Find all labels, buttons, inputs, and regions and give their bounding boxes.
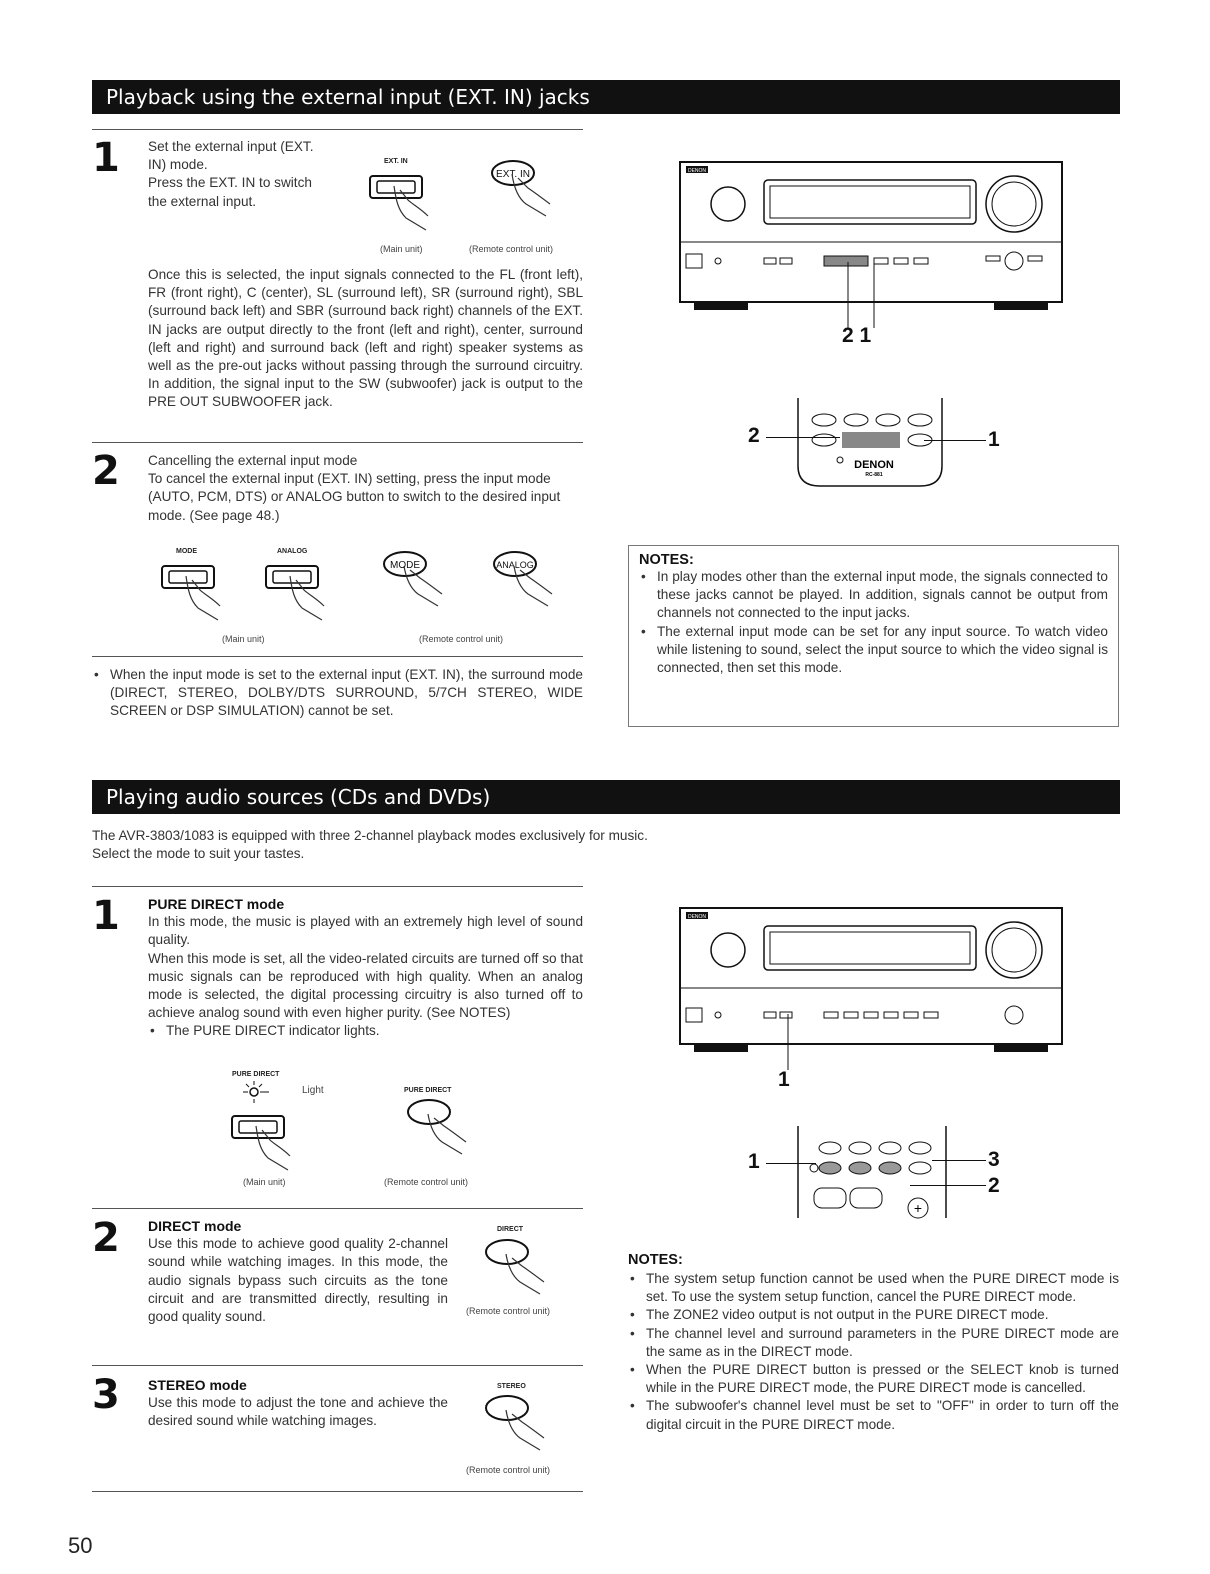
- callout-label: 3: [988, 1148, 1000, 1171]
- notes-section: [628, 1252, 1119, 1434]
- caption-remote-unit: (Remote control unit): [469, 244, 554, 254]
- divider: [92, 1365, 583, 1366]
- remote-analog-text: ANALOG: [496, 560, 534, 570]
- pure-direct-bullets: [148, 1022, 583, 1040]
- note-item: • The ZONE2 video output is not output in the PURE DIRECT mode.: [628, 1306, 1119, 1324]
- mode-label: MODE: [176, 548, 197, 555]
- remote-mode-text: MODE: [390, 560, 420, 571]
- leader-line: [924, 440, 986, 441]
- note-item: • The channel level and surround parameters in the PURE DIRECT mode are the same as in the DIRECT mode.: [628, 1325, 1119, 1361]
- caption-main-unit: (Main unit): [243, 1177, 286, 1187]
- stereo-label: STEREO: [497, 1383, 526, 1390]
- divider: [92, 1491, 583, 1492]
- pure-direct-main-button-illustration: [228, 1110, 308, 1174]
- mode-remote-button-illustration: [380, 548, 460, 612]
- direct-block: [148, 1217, 448, 1326]
- stereo-heading: STEREO mode: [148, 1377, 247, 1393]
- remote-ext-in-text: EXT. IN: [496, 169, 530, 180]
- page-number: 50: [68, 1533, 93, 1558]
- callout-label: 1: [778, 1068, 790, 1091]
- remote-model: RC-881: [865, 472, 883, 478]
- pure-direct-line: In this mode, the music is played with an extremely high level of sound quality.: [148, 914, 583, 948]
- notes-title: NOTES:: [639, 552, 694, 568]
- remote-brand: DENON: [854, 459, 894, 471]
- step-number: 2: [92, 1215, 120, 1261]
- mode-main-button-illustration: [158, 560, 238, 624]
- note-item: • The external input mode can be set for any input source. To watch video while listening to sound, select the input source to which the video signal is connected, then set this mode.: [639, 623, 1108, 678]
- leader-line: [766, 1163, 816, 1164]
- note-item: • When the PURE DIRECT button is pressed or the SELECT knob is turned while in the PURE DIRECT mode, the PURE DIRECT mode is cancelled.: [628, 1361, 1119, 1397]
- leader-line: [932, 1160, 986, 1161]
- note-item: • The system setup function cannot be used when the PURE DIRECT mode is set. To use the system setup function, cancel the PURE DIRECT mode.: [628, 1270, 1119, 1306]
- svg-text:+: +: [913, 1200, 923, 1216]
- callout-label: 2: [988, 1174, 1000, 1197]
- step2-heading: Cancelling the external input mode: [148, 453, 358, 468]
- pure-direct-remote-button-illustration: [404, 1096, 484, 1160]
- section2-title: Playing audio sources (CDs and DVDs): [92, 780, 1120, 814]
- pure-direct-heading: PURE DIRECT mode: [148, 896, 285, 912]
- callout-label: 1: [988, 428, 1000, 451]
- ext-in-label: EXT. IN: [384, 158, 408, 165]
- step1-body: Once this is selected, the input signals connected to the FL (front left), FR (front right), C (center), SL (surround left), SR (surround right), SBL (surround back left) and SBR (surround back right) channels of the EXT. IN jacks are output directly to the front (left and right), center, surround (left and right) and surround back (left and right) speaker systems as well as the pre-out jacks without passing through the surround circuitry. In addition, the signal input to the SW (subwoofer) jack is output to the PRE OUT SUBWOOFER jack.: [148, 267, 583, 410]
- caption-remote-unit: (Remote control unit): [384, 1177, 469, 1187]
- caption-remote-unit: (Remote control unit): [419, 634, 504, 644]
- step-number: 2: [92, 448, 120, 494]
- leader-line: [910, 1185, 986, 1186]
- direct-body: Use this mode to achieve good quality 2-channel sound while watching images. In this mode, the audio signals bypass such circuits as the tone circuit and are transmitted directly, resulting in good quality sound.: [148, 1236, 448, 1325]
- callout-label: 1: [748, 1150, 760, 1173]
- pure-direct-main-label: PURE DIRECT: [232, 1071, 280, 1078]
- step1-line: Set the external input (EXT.: [148, 139, 314, 154]
- analog-main-button-illustration: [262, 560, 342, 624]
- light-icon: [240, 1080, 270, 1104]
- step1-line: IN) mode.: [148, 157, 208, 173]
- step1-line: Press the EXT. IN to switch: [148, 175, 312, 191]
- notes-list: [639, 568, 1108, 677]
- intro-line: Select the mode to suit your tastes.: [92, 846, 305, 862]
- intro-line: The AVR-3803/1083 is equipped with three 2-channel playback modes exclusively for music.: [92, 828, 648, 843]
- bullet-item: • When the input mode is set to the external input (EXT. IN), the surround mode (DIRECT, STEREO, DOLBY/DTS SURROUND, 5/7CH STEREO, WIDE SCREEN or DSP SIMULATION) cannot be set.: [92, 666, 583, 721]
- divider: [92, 129, 583, 130]
- direct-label: DIRECT: [497, 1226, 524, 1233]
- caption-main-unit: (Main unit): [380, 244, 423, 254]
- light-label: Light: [302, 1085, 324, 1096]
- ext-in-main-button-illustration: [366, 170, 446, 232]
- callout-label: 2 1: [842, 324, 872, 347]
- divider: [92, 442, 583, 443]
- leader-line: [766, 437, 840, 438]
- section1-bullets: [92, 666, 583, 721]
- step2-block: [148, 452, 583, 525]
- divider: [92, 1208, 583, 1209]
- section1-title: Playback using the external input (EXT. IN) jacks: [92, 80, 1120, 114]
- step1-line: the external input.: [148, 193, 257, 209]
- direct-remote-button-illustration: [482, 1236, 562, 1300]
- analog-label: ANALOG: [277, 548, 308, 555]
- brand-logo: DENON: [687, 914, 707, 920]
- brand-logo: DENON: [687, 168, 707, 174]
- step-number: 3: [92, 1372, 120, 1418]
- ext-in-remote-button-illustration: [488, 158, 568, 218]
- caption-remote-unit: (Remote control unit): [466, 1306, 551, 1316]
- step2-body: To cancel the external input (EXT. IN) setting, press the input mode (AUTO, PCM, DTS) or ANALOG button to switch to the desired input mode. (See page 48.): [148, 471, 561, 523]
- note-item: • The subwoofer's channel level must be set to "OFF" in order to turn off the digital circuit in the PURE DIRECT mode.: [628, 1397, 1119, 1433]
- notes-list: [628, 1270, 1119, 1434]
- divider: [92, 656, 583, 657]
- receiver-front-panel-diagram: [674, 158, 1074, 348]
- remote-control-diagram: [790, 1124, 955, 1220]
- direct-heading: DIRECT mode: [148, 1218, 242, 1234]
- bullet-item: • The PURE DIRECT indicator lights.: [148, 1022, 583, 1040]
- pure-direct-block: [148, 895, 583, 1041]
- callout-label: 2: [748, 424, 760, 447]
- step1-intro: [148, 138, 363, 211]
- notes-box: [628, 545, 1119, 727]
- stereo-remote-button-illustration: [482, 1392, 562, 1456]
- divider: [92, 886, 583, 887]
- analog-remote-button-illustration: [490, 548, 570, 612]
- stereo-block: [148, 1376, 448, 1431]
- section2-intro: [92, 827, 892, 863]
- step-number: 1: [92, 135, 120, 181]
- stereo-body: Use this mode to adjust the tone and achieve the desired sound while watching images.: [148, 1395, 448, 1429]
- caption-main-unit: (Main unit): [222, 634, 265, 644]
- notes-title: NOTES:: [628, 1252, 683, 1268]
- pure-direct-remote-label: PURE DIRECT: [404, 1087, 452, 1094]
- remote-control-diagram: [790, 396, 950, 490]
- receiver-front-panel-diagram: [674, 904, 1074, 1074]
- pure-direct-line: When this mode is set, all the video-related circuits are turned off so that music signals can be reproduced with high quality. When an analog mode is selected, the digital processing circuitry is also turned off to achieve analog sound with even higher purity. (See NOTES): [148, 950, 583, 1021]
- note-item: • In play modes other than the external input mode, the signals connected to these jacks cannot be played. In addition, signals cannot be output from channels not connected to the input jacks.: [639, 568, 1108, 623]
- step-number: 1: [92, 893, 120, 939]
- caption-remote-unit: (Remote control unit): [466, 1465, 551, 1475]
